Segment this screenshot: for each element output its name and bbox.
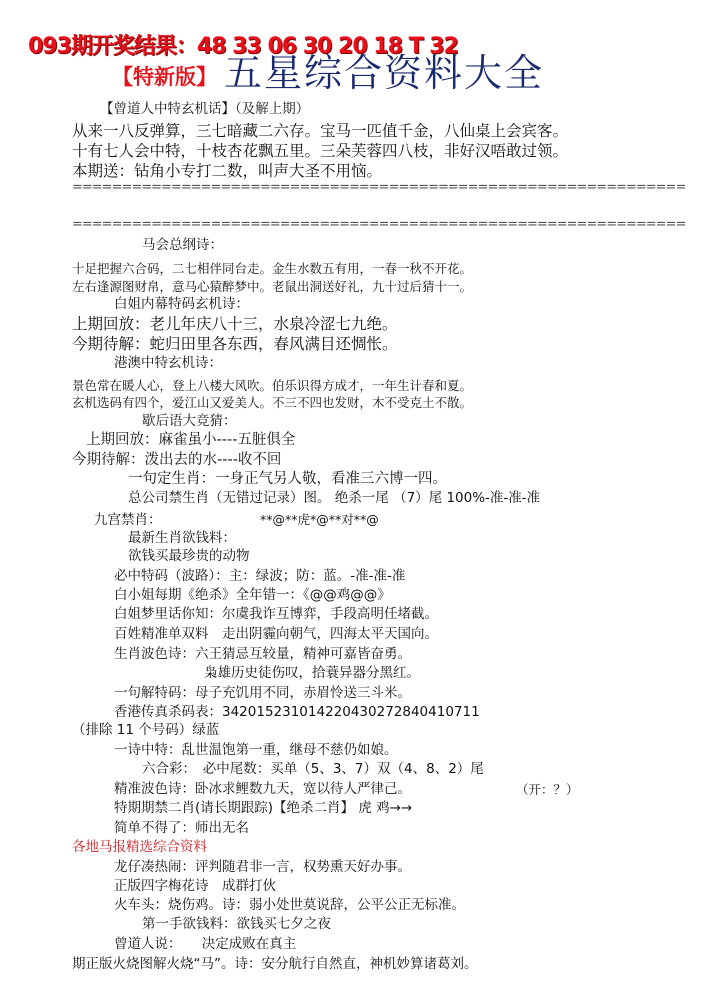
text-line: 火车头：烧伤鸡。诗：弱小处世莫说辞，公平公正无标准。 [114,897,465,913]
text-line: 上期回放：老儿年庆八十三，水泉冷涩七九绝。 [72,315,398,333]
text-line: 正版四字梅花诗 成群打伙 [114,878,276,894]
page-title: 五星综合资料大全 [224,51,545,95]
text-line: 玄机选码有四个，爱江山又爱美人。不三不四也发财，木不受克土不散。 [72,395,473,410]
text-line: 一诗中特：乱世温饱第一重，继母不慈仍如娘。 [114,742,398,758]
text-line: 必中特码（波路）：主：绿波；防：蓝。-准-准-准 [114,568,406,584]
text-line: 九宫禁肖： [94,512,162,528]
text-line: 本期送：钻角小专打二数，叫声大圣不用恼。 [72,162,383,180]
text-line: 简单不得了：师出无名 [114,820,249,836]
text-line: 十有七人会中特，十枝杏花飘五里。三朵芙蓉四八枝，非好汉唔敢过领。 [72,142,569,160]
text-line: 景色常在暖人心，登上八楼大风吹。伯乐识得方成才，一年生计春和夏。 [72,378,473,393]
text-line: 白姐梦里话你知：尔虞我诈互博弈，手段高明任堵截。 [114,606,438,622]
separator: ============================================================== [72,180,686,195]
text-line: 曾道人说： 决定成败在真主 [114,936,297,952]
text-line: 期正版火烧图解火烧“马”。诗：安分航行自然直，神机妙算诸葛刘。 [72,956,478,972]
text-line: 百姓精准单双料 走出阴霾向朝气，四海太平天国向。 [114,626,438,642]
text-line: 今期待解：泼出去的水----收不回 [72,452,282,468]
text-line: 白小姐每期《绝杀》全年错一：《@@鸡@@》 [114,587,391,603]
text-line: 上期回放：麻雀虽小----五脏俱全 [86,432,296,448]
text-line: 一句解特码：母子充饥用不同，赤眉怜送三斗米。 [114,685,411,701]
text-line: 特期期禁二肖(请长期跟踪)【绝杀二肖】 虎 鸡→→ [114,800,413,816]
text-line: 今期待解：蛇归田里各东西，春风满目还惆怅。 [72,335,398,353]
text-line: 一句定生肖：一身正气另人敬，看准三六博一四。 [128,471,447,487]
text-line: 精准波色诗：卧冰求鲤数九天，宽以待人严律己。 [114,781,411,797]
text-line: （排除 11 个号码）绿蓝 [72,722,220,738]
edition-label: 【特新版】 [112,65,217,89]
section-heading: 港澳中特玄机诗： [114,355,222,371]
separator: ============================================================== [72,217,686,232]
text-line: 龙仔凑热闹：评判随君非一言，权势熏天好办事。 [114,859,411,875]
text-line: 香港传真杀码表：342015231014220430272840410711 [114,704,480,720]
text-line: 六合彩： 必中尾数：买单（5、3、7）双（4、8、2）尾 [142,761,484,777]
section-heading: 各地马报精选综合资料 [72,839,207,855]
text-line: 左右逢源图财帛，意马心猿醉梦中。老鼠出洞送好礼，九十过后猜十一。 [72,279,473,294]
text-line: 【曾道人中特玄机话】（及解上期） [100,101,310,117]
section-heading: 最新生肖欲钱料： [128,530,236,546]
text-line: （开：？） [516,782,579,797]
section-heading: 白姐内幕特码玄机诗： [114,296,249,312]
section-heading: 马会总纲诗： [142,237,223,253]
text-line: 总公司禁生肖（无错过记录）图。 绝杀一尾 （7）尾 100%-准-准-准 [128,490,541,506]
text-line: 欲钱买最珍贵的动物 [128,548,250,564]
text-line: 枭雄历史徒伤叹，拾蓑异器分黑红。 [204,665,420,681]
result-banner: 093期开奖结果：48 33 06 30 20 18 T 32 [28,34,458,59]
text-line: 生肖波色诗：六王猜忌互较量，精神可嘉皆奋勇。 [114,646,411,662]
text-line: 十足把握六合码，二七相伴同台走。金生水数五有用，一春一秋不开花。 [72,261,473,276]
section-heading: 歇后语大竞猜： [142,413,237,429]
text-line: 从来一八反弹算，三七暗藏二六存。宝马一匹值千金，八仙桌上会宾客。 [72,122,569,140]
text-line: 第一手欲钱料：欲钱买七夕之夜 [142,916,331,932]
text-line: **@**虎*@**对**@ [260,512,379,527]
